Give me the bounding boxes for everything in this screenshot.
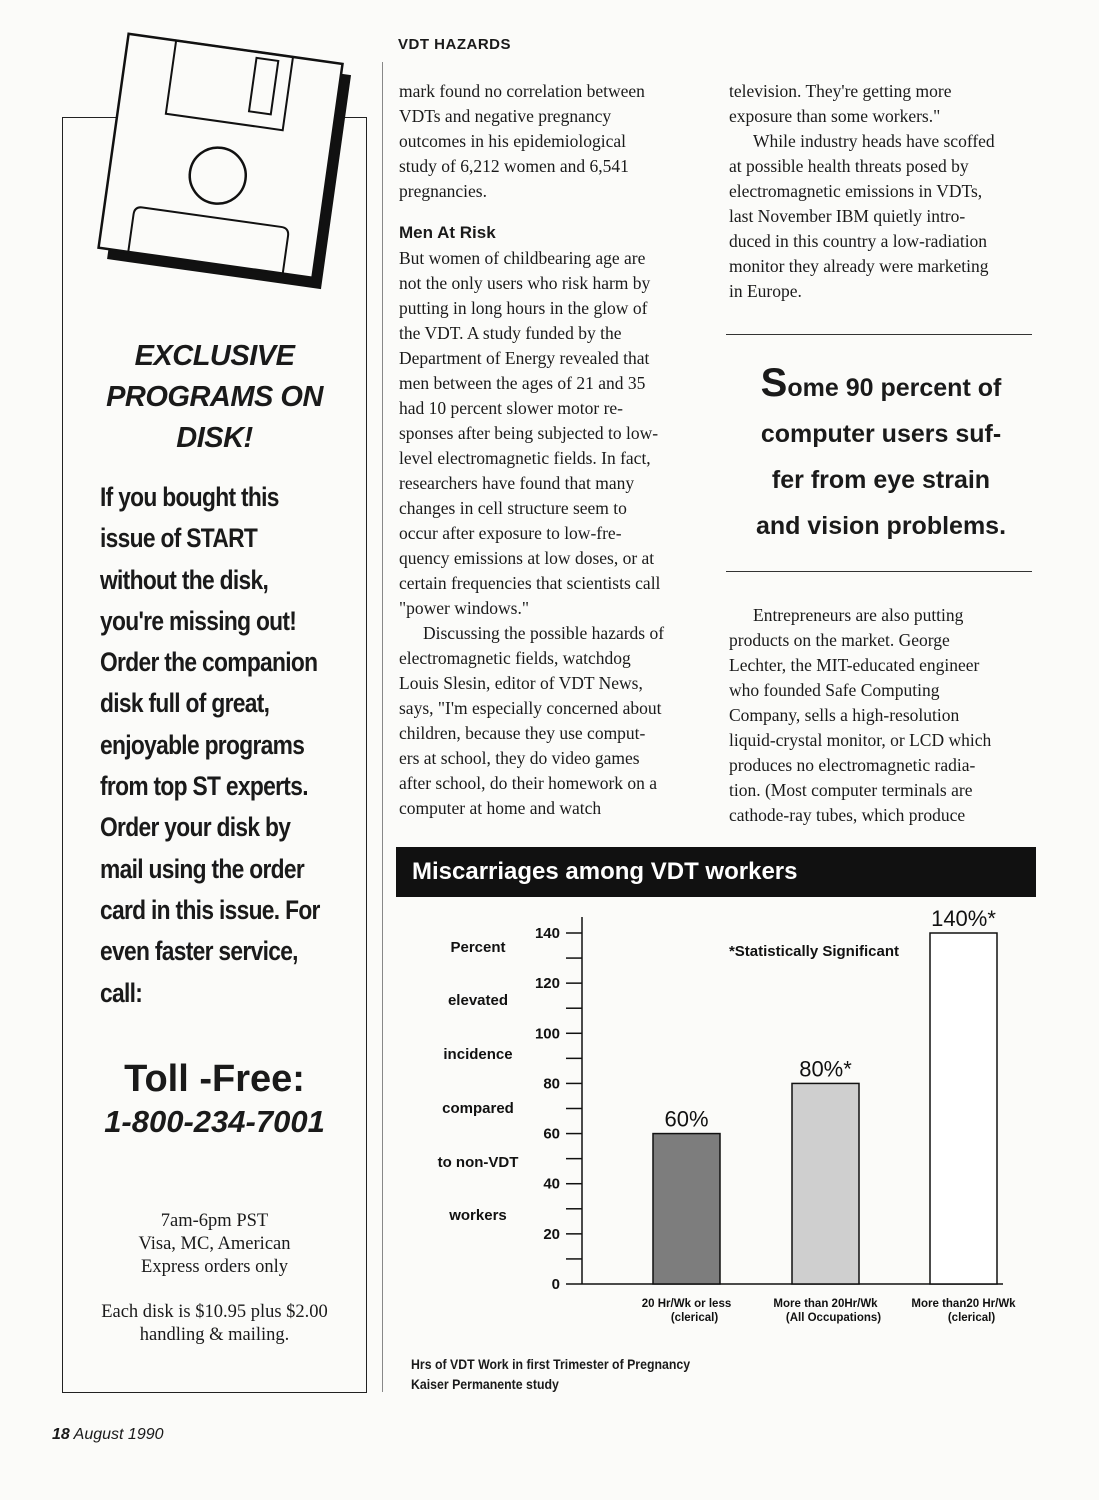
paragraph [399,79,709,204]
y-tick-label: 20 [543,1225,560,1243]
tollfree-label: Toll -Free: [124,1058,305,1100]
page-number: 18 [52,1426,70,1443]
pullquote-text: ome 90 percent of [787,374,1002,402]
y-tick-label: 60 [543,1125,560,1143]
text-line: cathode-ray tubes, which produce [729,805,966,825]
order-hours-line: Express orders only [141,1257,288,1277]
text-line: sponses after being subjected to low- [399,423,659,443]
column-divider [382,62,383,1392]
article-column-3 [729,603,1039,828]
text-line: at possible health threats posed by [729,156,969,176]
text-line: But women of childbearing age are [399,248,646,268]
floppy-disk-icon [90,30,380,320]
ad-pitch-line: Order the companion [100,647,318,678]
order-hours-line: 7am-6pm PST [160,1211,269,1231]
text-line: produces no electromagnetic radia- [729,755,976,775]
paragraph [729,79,1039,129]
ad-pitch-line: you're missing out! [100,605,297,636]
text-line: researchers have found that many [399,473,635,493]
y-tick-label: 80 [543,1075,560,1093]
pullquote-line [728,360,1034,411]
chart-annotation: *Statistically Significant [728,943,900,960]
ad-pitch-line: card in this issue. For [100,894,320,925]
text-line: Lechter, the MIT-educated engineer [729,655,980,675]
text-line: VDTs and negative pregnancy [399,106,612,126]
bar-value-label: 60% [664,1106,709,1132]
text-line: in Europe. [729,281,802,301]
text-line: electromagnetic fields, watchdog [399,648,631,668]
issue-date: August 1990 [73,1426,164,1443]
text-line: quency emissions at low doses, or at [399,548,655,568]
ad-pitch-line: even faster service, [100,936,298,967]
text-line: children, because they use comput- [399,723,646,743]
paragraph [729,603,1039,828]
x-tick-label: (clerical) [947,1312,996,1324]
ad-pitch-line: enjoyable programs [100,729,305,760]
text-line: While industry heads have scoffed [753,131,995,151]
pullquote [728,360,1034,549]
text-line: Discussing the possible hazards of [423,623,665,643]
y-axis-label: workers [449,1207,507,1224]
ad-heading-line: PROGRAMS ON [106,381,323,413]
article-column-2 [729,79,1039,304]
pullquote-rule-top [726,334,1032,335]
ad-pitch-line: disk full of great, [100,688,270,719]
text-line: not the only users who risk harm by [399,273,651,293]
x-tick-label: More than 20Hr/Wk [773,1298,878,1310]
x-tick-label: 20 Hr/Wk or less [641,1298,732,1310]
text-line: television. They're getting more [729,81,952,101]
chart [396,897,1036,1327]
text-line: who founded Safe Computing [729,680,940,700]
ad-heading [62,336,367,459]
bar [653,1134,720,1284]
text-line: level electromagnetic fields. In fact, [399,448,651,468]
order-hours [62,1210,367,1279]
text-line: last November IBM quietly intro- [729,206,966,226]
text-line: Entrepreneurs are also putting [753,605,964,625]
text-line: tion. (Most computer terminals are [729,780,973,800]
y-axis-label: Percent [450,939,506,956]
order-hours-line: Visa, MC, American [138,1234,291,1254]
y-axis-label: to non-VDT [437,1154,519,1171]
y-tick-label: 40 [543,1175,560,1193]
pullquote-line: fer from eye strain [771,466,991,494]
text-line: says, "I'm especially concerned about [399,698,662,718]
pullquote-line: computer users suf- [760,420,1002,448]
y-tick-label: 100 [534,1025,560,1043]
x-tick-label: (clerical) [670,1312,719,1324]
text-line: had 10 percent slower motor re- [399,398,624,418]
section-header: VDT HAZARDS [398,36,511,53]
text-line: monitor they already were marketing [729,256,989,276]
paragraph [399,621,709,821]
text-line: putting in long hours in the glow of [399,298,648,318]
ad-pitch-line: from top ST experts. [100,771,308,802]
text-line: "power windows." [399,598,529,618]
text-line: mark found no correlation between [399,81,645,101]
text-line: liquid-crystal monitor, or LCD which [729,730,992,750]
text-line: outcomes in his epidemiological [399,131,626,151]
ad-heading-line: DISK! [176,422,253,454]
text-line: changes in cell structure seem to [399,498,627,518]
ad-pitch-line: without the disk, [100,564,269,595]
bar [792,1083,859,1284]
chart-source [411,1354,690,1394]
text-line: exposure than some workers." [729,106,941,126]
text-line: certain frequencies that scientists call [399,573,661,593]
ad-pitch-line: issue of START [100,523,258,554]
text-line: Company, sells a high-resolution [729,705,960,725]
ad-pitch-line: call: [100,977,143,1008]
bar-value-label: 140%* [931,906,996,931]
text-line: duced in this country a low-radiation [729,231,988,251]
y-tick-label: 140 [534,925,560,942]
pullquote-dropcap: S [760,361,788,405]
text-line: after school, do their homework on a [399,773,658,793]
text-line: occur after exposure to low-fre- [399,523,622,543]
x-tick-label: More than20 Hr/Wk [911,1298,1016,1310]
text-line: pregnancies. [399,181,487,201]
y-axis-label: elevated [447,992,509,1009]
price-line: handling & mailing. [139,1325,290,1345]
text-line: electromagnetic emissions in VDTs, [729,181,983,201]
chart-title: Miscarriages among VDT workers [396,847,1036,897]
bar-value-label: 80%* [799,1056,852,1082]
text-line: computer at home and watch [399,798,602,818]
y-tick-label: 0 [551,1276,560,1293]
ad-pitch-line: mail using the order [100,853,305,884]
y-axis-label: compared [442,1100,514,1117]
pullquote-rule-bottom [726,571,1032,572]
ad-heading-line: EXCLUSIVE [134,340,295,372]
x-tick-label: (All Occupations) [785,1312,882,1324]
pullquote-line: and vision problems. [755,512,1007,540]
chart-source-line: Hrs of VDT Work in first Trimester of Pregnancy [411,1356,691,1372]
text-line: study of 6,212 women and 6,541 [399,156,629,176]
subhead: Men At Risk [399,223,496,242]
ad-pitch-line: If you bought this [100,482,279,512]
phone-number: 1-800-234-7001 [104,1104,325,1139]
paragraph [729,129,1039,304]
y-tick-label: 120 [534,975,560,993]
text-line: ers at school, they do video games [399,748,640,768]
article-column-1 [399,79,709,821]
ad-pitch-line: Order your disk by [100,812,291,843]
page-folio [52,1426,164,1444]
text-line: products on the market. George [729,630,950,650]
text-line: the VDT. A study funded by the [399,323,622,343]
chart-source-line: Kaiser Permanente study [411,1376,559,1392]
text-line: Louis Slesin, editor of VDT News, [399,673,643,693]
text-line: men between the ages of 21 and 35 [399,373,646,393]
bar [930,933,997,1284]
ad-pitch [100,477,358,1014]
text-line: Department of Energy revealed that [399,348,650,368]
price-line: Each disk is $10.95 plus $2.00 [101,1302,328,1322]
price-note [62,1301,367,1347]
paragraph [399,246,709,621]
y-axis-label: incidence [443,1046,513,1063]
